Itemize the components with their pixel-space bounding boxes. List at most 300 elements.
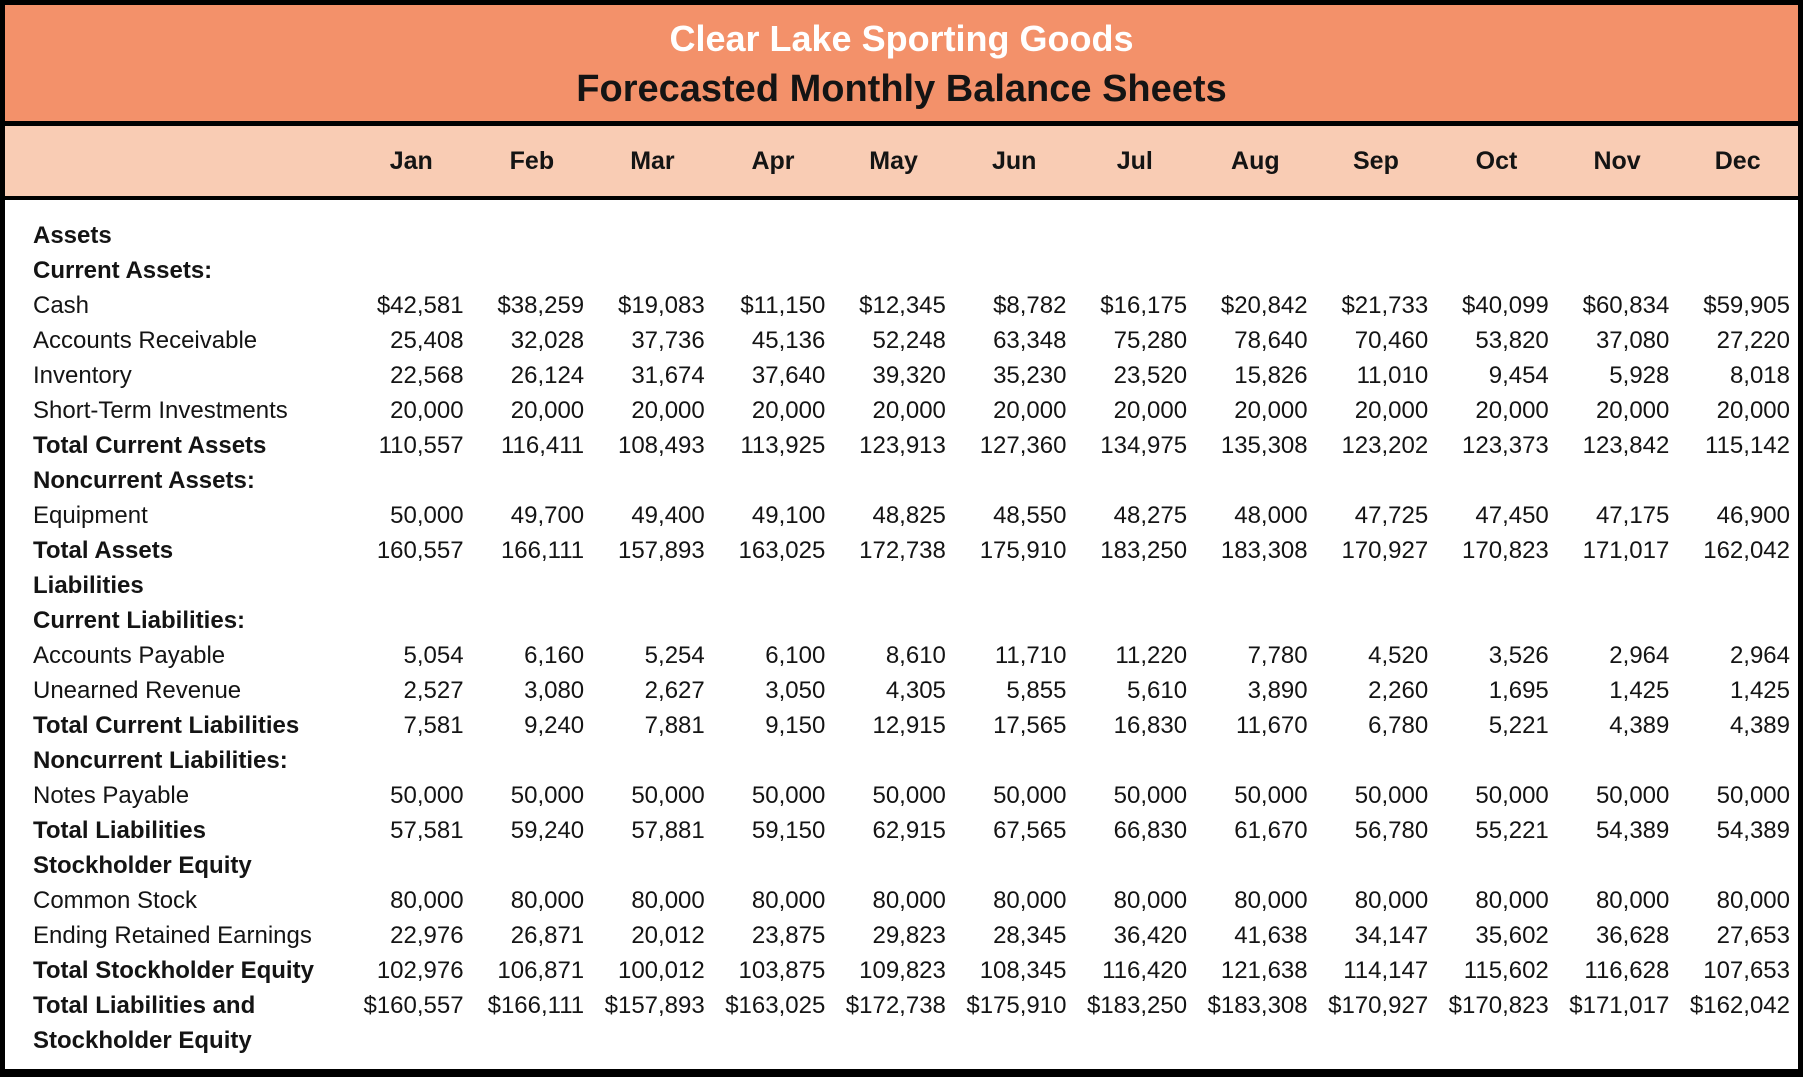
cell-empty	[592, 568, 713, 603]
cell-value: 2,260	[1368, 677, 1429, 704]
cell-value: 26,124	[510, 362, 585, 389]
row-label: Noncurrent Liabilities:	[33, 747, 288, 774]
cell-value: 80,000	[872, 887, 946, 914]
cell-value: 3,890	[1247, 677, 1308, 704]
cell-value: 1,425	[1729, 677, 1790, 704]
cell-value: 52,248	[872, 327, 946, 354]
cell-value: 35,602	[1475, 922, 1549, 949]
cell-value: 48,275	[1113, 502, 1188, 529]
cell-value: 50,000	[1716, 782, 1790, 809]
cell-value: 22,568	[390, 362, 464, 389]
cell-value: $11,150	[740, 292, 826, 319]
cell-value: 121,638	[1220, 957, 1308, 984]
cell-value: 54,389	[1595, 817, 1670, 844]
cell-empty	[954, 603, 1075, 638]
cell-empty	[1436, 603, 1557, 638]
cell-empty	[472, 848, 593, 883]
row-label: Short-Term Investments	[33, 397, 288, 424]
month-header-oct: Oct	[1475, 146, 1518, 175]
cell-value: $157,893	[604, 992, 705, 1019]
cell-empty	[713, 568, 834, 603]
cell-value: 59,150	[751, 817, 826, 844]
cell-value: 3,050	[765, 677, 826, 704]
cell-value: 20,000	[1113, 397, 1188, 424]
balance-sheet-table	[5, 126, 1798, 1058]
cell-value: 45,136	[751, 327, 826, 354]
cell-empty	[472, 568, 593, 603]
table-row	[5, 953, 1798, 988]
table-row	[5, 778, 1798, 813]
row-label: Inventory	[33, 362, 132, 389]
row-label: Ending Retained Earnings	[33, 922, 312, 949]
row-label: Total Current Assets	[33, 432, 267, 459]
row-label: Unearned Revenue	[33, 677, 242, 704]
cell-value: 36,628	[1595, 922, 1670, 949]
cell-empty	[472, 198, 593, 253]
cell-value: 31,674	[631, 362, 705, 389]
cell-value: 49,400	[631, 502, 705, 529]
table-row	[5, 673, 1798, 708]
row-label: Total Stockholder Equity	[33, 957, 314, 984]
cell-empty	[833, 463, 954, 498]
cell-empty	[1195, 463, 1316, 498]
cell-empty	[1316, 568, 1437, 603]
table-row	[5, 603, 1798, 638]
cell-value: 25,408	[390, 327, 464, 354]
cell-value: 3,526	[1488, 642, 1549, 669]
cell-value: 49,100	[751, 502, 826, 529]
cell-value: 11,010	[1356, 362, 1429, 389]
cell-empty	[1557, 198, 1678, 253]
cell-value: 67,565	[993, 817, 1067, 844]
cell-value: 170,927	[1341, 537, 1429, 564]
cell-value: 20,000	[1475, 397, 1549, 424]
cell-empty	[1677, 253, 1798, 288]
cell-empty	[713, 253, 834, 288]
cell-value: 50,000	[1475, 782, 1549, 809]
cell-value: 4,305	[885, 677, 946, 704]
cell-value: $183,308	[1207, 992, 1308, 1019]
cell-value: 183,308	[1220, 537, 1308, 564]
cell-empty	[833, 253, 954, 288]
cell-value: 106,871	[497, 957, 585, 984]
cell-value: 48,550	[993, 502, 1067, 529]
cell-empty	[713, 198, 834, 253]
cell-empty	[954, 463, 1075, 498]
cell-value: 54,389	[1716, 817, 1790, 844]
cell-value: 50,000	[390, 782, 464, 809]
cell-value: 80,000	[510, 887, 585, 914]
cell-value: 9,454	[1488, 362, 1549, 389]
cell-empty	[1195, 603, 1316, 638]
cell-value: $12,345	[859, 292, 946, 319]
table-row	[5, 848, 1798, 883]
cell-value: $160,557	[363, 992, 464, 1019]
cell-value: $175,910	[966, 992, 1067, 1019]
cell-value: $172,738	[845, 992, 946, 1019]
cell-value: 20,000	[1354, 397, 1429, 424]
table-row	[5, 988, 1798, 1058]
cell-value: 56,780	[1354, 817, 1429, 844]
cell-value: 6,100	[765, 642, 826, 669]
cell-value: 80,000	[1716, 887, 1790, 914]
month-header-dec: Dec	[1714, 146, 1761, 175]
month-header-may: May	[869, 146, 918, 175]
cell-value: 49,700	[510, 502, 585, 529]
table-row	[5, 883, 1798, 918]
row-label: Current Liabilities:	[33, 607, 246, 634]
cell-empty	[833, 848, 954, 883]
table-row	[5, 323, 1798, 358]
cell-empty	[1316, 198, 1437, 253]
cell-value: 20,000	[1234, 397, 1308, 424]
cell-empty	[351, 568, 472, 603]
cell-value: 20,000	[993, 397, 1067, 424]
cell-value: 50,000	[1354, 782, 1429, 809]
month-header-jan: Jan	[389, 146, 433, 175]
cell-empty	[592, 603, 713, 638]
cell-value: 34,147	[1354, 922, 1429, 949]
cell-value: 109,823	[859, 957, 946, 984]
cell-empty	[592, 198, 713, 253]
cell-value: 75,280	[1113, 327, 1188, 354]
cell-empty	[1074, 743, 1195, 778]
row-label: Assets	[33, 222, 112, 249]
cell-empty	[713, 463, 834, 498]
cell-value: 135,308	[1220, 432, 1308, 459]
cell-value: 110,557	[378, 432, 464, 459]
cell-value: 5,855	[1006, 677, 1067, 704]
cell-empty	[1557, 848, 1678, 883]
row-label: Equipment	[33, 502, 148, 529]
cell-empty	[1436, 463, 1557, 498]
table-row	[5, 533, 1798, 568]
cell-value: 5,610	[1126, 677, 1188, 704]
table-row	[5, 428, 1798, 463]
cell-value: $166,111	[487, 992, 585, 1019]
cell-value: 20,012	[631, 922, 705, 949]
cell-value: $42,581	[376, 292, 464, 319]
cell-empty	[1316, 253, 1437, 288]
cell-value: 116,628	[1584, 957, 1670, 984]
cell-value: 6,780	[1368, 712, 1429, 739]
cell-value: 175,910	[979, 537, 1067, 564]
cell-value: 2,964	[1609, 642, 1670, 669]
cell-empty	[472, 603, 593, 638]
cell-value: 102,976	[376, 957, 464, 984]
cell-empty	[592, 743, 713, 778]
cell-value: 1,425	[1609, 677, 1670, 704]
cell-value: 115,602	[1463, 957, 1549, 984]
month-header-apr: Apr	[751, 146, 795, 175]
cell-value: 108,345	[979, 957, 1067, 984]
cell-empty	[1677, 463, 1798, 498]
cell-value: 66,830	[1113, 817, 1188, 844]
cell-value: 46,900	[1716, 502, 1790, 529]
cell-empty	[1074, 198, 1195, 253]
cell-value: 163,025	[738, 537, 826, 564]
cell-value: 41,638	[1234, 922, 1308, 949]
cell-value: $171,017	[1569, 992, 1670, 1019]
cell-value: 50,000	[1595, 782, 1670, 809]
cell-value: $8,782	[993, 292, 1067, 319]
cell-value: 20,000	[510, 397, 585, 424]
cell-value: 4,389	[1609, 712, 1670, 739]
cell-value: 2,964	[1729, 642, 1790, 669]
cell-value: 11,220	[1115, 642, 1188, 669]
cell-value: 15,826	[1234, 362, 1308, 389]
cell-value: 57,881	[631, 817, 705, 844]
table-row	[5, 463, 1798, 498]
cell-value: 22,976	[390, 922, 464, 949]
cell-value: 127,360	[979, 432, 1067, 459]
cell-value: 8,610	[885, 642, 946, 669]
cell-value: 6,160	[524, 642, 585, 669]
cell-value: 1,695	[1488, 677, 1549, 704]
cell-value: 26,871	[510, 922, 585, 949]
cell-value: 172,738	[859, 537, 946, 564]
cell-empty	[954, 848, 1075, 883]
cell-value: 39,320	[872, 362, 946, 389]
cell-empty	[351, 198, 472, 253]
cell-value: 80,000	[1113, 887, 1188, 914]
cell-value: 28,345	[993, 922, 1067, 949]
row-label: Total Assets	[33, 537, 174, 564]
company-title: Clear Lake Sporting Goods	[669, 18, 1134, 59]
cell-value: $38,259	[497, 292, 585, 319]
title-band	[5, 5, 1798, 126]
month-header-feb: Feb	[509, 146, 555, 175]
cell-empty	[1677, 603, 1798, 638]
cell-empty	[1316, 848, 1437, 883]
cell-empty	[472, 743, 593, 778]
cell-value: 35,230	[993, 362, 1067, 389]
cell-value: 80,000	[1475, 887, 1549, 914]
cell-value: 78,640	[1234, 327, 1308, 354]
cell-value: 36,420	[1113, 922, 1188, 949]
cell-value: 80,000	[390, 887, 464, 914]
cell-value: 50,000	[1113, 782, 1188, 809]
cell-value: 9,150	[765, 712, 826, 739]
cell-value: 171,017	[1582, 537, 1670, 564]
cell-value: $59,905	[1703, 292, 1790, 319]
cell-value: 63,348	[993, 327, 1067, 354]
cell-empty	[1557, 743, 1678, 778]
cell-value: 23,875	[751, 922, 826, 949]
table-row	[5, 813, 1798, 848]
cell-empty	[1436, 848, 1557, 883]
row-label: Stockholder Equity	[33, 852, 252, 879]
cell-empty	[833, 603, 954, 638]
cell-value: 100,012	[617, 957, 705, 984]
cell-value: 170,823	[1462, 537, 1549, 564]
cell-empty	[833, 198, 954, 253]
cell-value: 160,557	[376, 537, 464, 564]
cell-value: 32,028	[510, 327, 585, 354]
cell-empty	[1195, 743, 1316, 778]
cell-empty	[1074, 463, 1195, 498]
cell-value: 37,736	[631, 327, 705, 354]
cell-value: $170,823	[1448, 992, 1549, 1019]
cell-empty	[1074, 848, 1195, 883]
cell-value: 50,000	[751, 782, 826, 809]
cell-value: 103,875	[738, 957, 826, 984]
cell-value: 23,520	[1113, 362, 1188, 389]
cell-empty	[1195, 253, 1316, 288]
month-header-row	[5, 126, 1798, 198]
row-label: Total Liabilities and Stockholder Equity	[33, 992, 256, 1054]
cell-value: 70,460	[1354, 327, 1429, 354]
cell-empty	[1557, 603, 1678, 638]
balance-sheet-body	[5, 198, 1798, 1058]
cell-empty	[833, 743, 954, 778]
cell-value: 5,928	[1609, 362, 1670, 389]
table-row	[5, 393, 1798, 428]
row-label: Common Stock	[33, 887, 198, 914]
cell-empty	[954, 743, 1075, 778]
month-header-aug: Aug	[1231, 146, 1280, 175]
table-row	[5, 568, 1798, 603]
row-label: Notes Payable	[33, 782, 190, 809]
cell-empty	[351, 253, 472, 288]
cell-value: 9,240	[524, 712, 585, 739]
cell-value: 37,640	[751, 362, 826, 389]
row-label: Current Assets:	[33, 257, 213, 284]
cell-value: 134,975	[1100, 432, 1188, 459]
cell-value: 48,825	[872, 502, 946, 529]
month-header-nov: Nov	[1593, 146, 1641, 175]
cell-value: 50,000	[872, 782, 946, 809]
cell-value: 55,221	[1475, 817, 1549, 844]
cell-value: 20,000	[1716, 397, 1790, 424]
cell-value: 61,670	[1234, 817, 1308, 844]
cell-empty	[833, 568, 954, 603]
row-label: Accounts Receivable	[33, 327, 258, 354]
cell-value: 53,820	[1475, 327, 1549, 354]
cell-value: 50,000	[631, 782, 705, 809]
row-label: Liabilities	[33, 572, 144, 599]
cell-empty	[1316, 603, 1437, 638]
cell-value: 80,000	[1354, 887, 1429, 914]
cell-value: $20,842	[1220, 292, 1308, 319]
cell-value: 11,670	[1236, 712, 1308, 739]
month-header-jul: Jul	[1116, 146, 1153, 175]
cell-value: 20,000	[631, 397, 705, 424]
cell-empty	[954, 253, 1075, 288]
table-row	[5, 288, 1798, 323]
cell-empty	[713, 848, 834, 883]
cell-value: 80,000	[751, 887, 826, 914]
cell-empty	[1316, 743, 1437, 778]
cell-empty	[1677, 568, 1798, 603]
month-header-spacer	[5, 126, 351, 198]
cell-value: 20,000	[1595, 397, 1670, 424]
cell-value: 157,893	[617, 537, 705, 564]
cell-empty	[1195, 568, 1316, 603]
month-header-mar: Mar	[630, 146, 675, 175]
cell-value: 7,881	[644, 712, 705, 739]
cell-value: 27,220	[1716, 327, 1790, 354]
sheet-subtitle: Forecasted Monthly Balance Sheets	[576, 68, 1227, 110]
cell-value: 20,000	[872, 397, 946, 424]
cell-empty	[1074, 253, 1195, 288]
cell-empty	[351, 463, 472, 498]
month-header-jun: Jun	[991, 146, 1037, 175]
table-row	[5, 638, 1798, 673]
cell-empty	[351, 848, 472, 883]
cell-value: 114,147	[1343, 957, 1429, 984]
cell-value: 116,411	[500, 432, 585, 459]
cell-value: 47,450	[1475, 502, 1549, 529]
cell-empty	[1557, 463, 1678, 498]
cell-value: 57,581	[390, 817, 464, 844]
cell-value: 107,653	[1703, 957, 1790, 984]
row-label: Noncurrent Assets:	[33, 467, 255, 494]
cell-value: 7,581	[403, 712, 464, 739]
cell-empty	[472, 253, 593, 288]
cell-value: 123,373	[1462, 432, 1549, 459]
row-label: Accounts Payable	[33, 642, 226, 669]
cell-value: 27,653	[1716, 922, 1790, 949]
cell-value: 7,780	[1247, 642, 1308, 669]
cell-value: 4,389	[1729, 712, 1790, 739]
cell-empty	[1316, 463, 1437, 498]
cell-value: $60,834	[1582, 292, 1670, 319]
table-row	[5, 918, 1798, 953]
cell-value: 47,175	[1595, 502, 1670, 529]
cell-empty	[592, 253, 713, 288]
cell-value: $162,042	[1689, 992, 1790, 1019]
table-row	[5, 358, 1798, 393]
cell-empty	[351, 743, 472, 778]
cell-value: 183,250	[1100, 537, 1188, 564]
row-label: Total Liabilities	[33, 817, 206, 844]
cell-value: 47,725	[1354, 502, 1429, 529]
cell-value: 80,000	[1234, 887, 1308, 914]
cell-empty	[1436, 568, 1557, 603]
cell-value: 123,842	[1582, 432, 1670, 459]
cell-value: $16,175	[1100, 292, 1188, 319]
cell-empty	[954, 198, 1075, 253]
cell-empty	[1557, 253, 1678, 288]
cell-value: 2,627	[644, 677, 705, 704]
cell-value: 162,042	[1703, 537, 1790, 564]
cell-value: 3,080	[524, 677, 585, 704]
cell-value: 50,000	[390, 502, 464, 529]
row-label: Cash	[33, 292, 90, 319]
cell-empty	[1195, 198, 1316, 253]
cell-value: $19,083	[617, 292, 705, 319]
table-row	[5, 743, 1798, 778]
cell-value: 8,018	[1729, 362, 1790, 389]
cell-value: 29,823	[872, 922, 946, 949]
cell-empty	[1677, 743, 1798, 778]
row-label: Total Current Liabilities	[33, 712, 300, 739]
cell-empty	[1074, 603, 1195, 638]
table-row	[5, 708, 1798, 743]
cell-value: 20,000	[751, 397, 826, 424]
cell-value: 116,420	[1102, 957, 1188, 984]
cell-value: $40,099	[1462, 292, 1549, 319]
cell-value: 80,000	[631, 887, 705, 914]
cell-value: 59,240	[510, 817, 585, 844]
cell-value: 50,000	[1234, 782, 1308, 809]
cell-value: 80,000	[1595, 887, 1670, 914]
cell-value: 11,710	[994, 642, 1067, 669]
cell-value: 5,254	[644, 642, 705, 669]
cell-value: $170,927	[1328, 992, 1429, 1019]
cell-value: 16,830	[1113, 712, 1188, 739]
